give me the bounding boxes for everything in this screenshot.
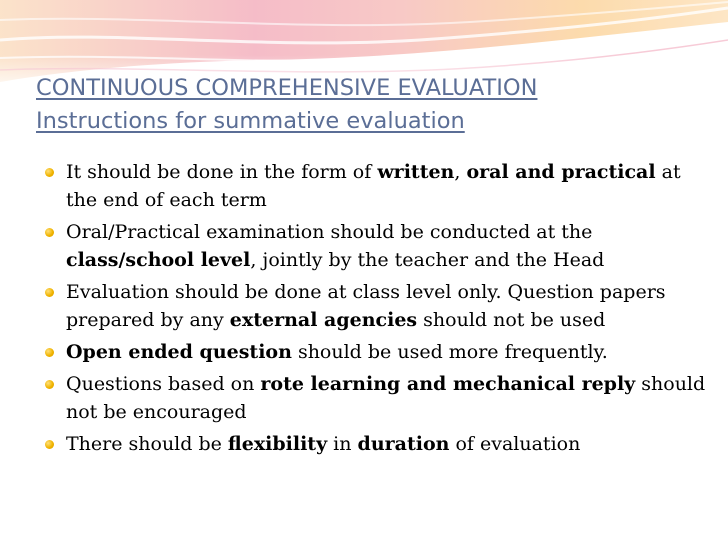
bullet-dot-icon <box>45 348 54 357</box>
instruction-list <box>46 158 706 458</box>
bullet-dot-icon <box>45 288 54 297</box>
bullet-dot-icon <box>45 380 54 389</box>
list-item: Open ended question should be used more frequently. <box>46 338 706 366</box>
title-line-1: CONTINUOUS COMPREHENSIVE EVALUATION <box>36 75 538 101</box>
bullet-dot-icon <box>45 228 54 237</box>
bullet-dot-icon <box>45 440 54 449</box>
list-item: Oral/Practical examination should be conducted at the class/school level, jointly by the teacher and the Head <box>46 218 706 274</box>
title-line-2: Instructions for summative evaluation <box>36 108 465 134</box>
list-item: There should be flexibility in duration of evaluation <box>46 430 706 458</box>
list-item: It should be done in the form of written, oral and practical at the end of each term <box>46 158 706 214</box>
bullet-dot-icon <box>45 168 54 177</box>
list-item: Questions based on rote learning and mechanical reply should not be encouraged <box>46 370 706 426</box>
list-item: Evaluation should be done at class level only. Question papers prepared by any external agencies should not be used <box>46 278 706 334</box>
slide-title <box>36 72 537 138</box>
